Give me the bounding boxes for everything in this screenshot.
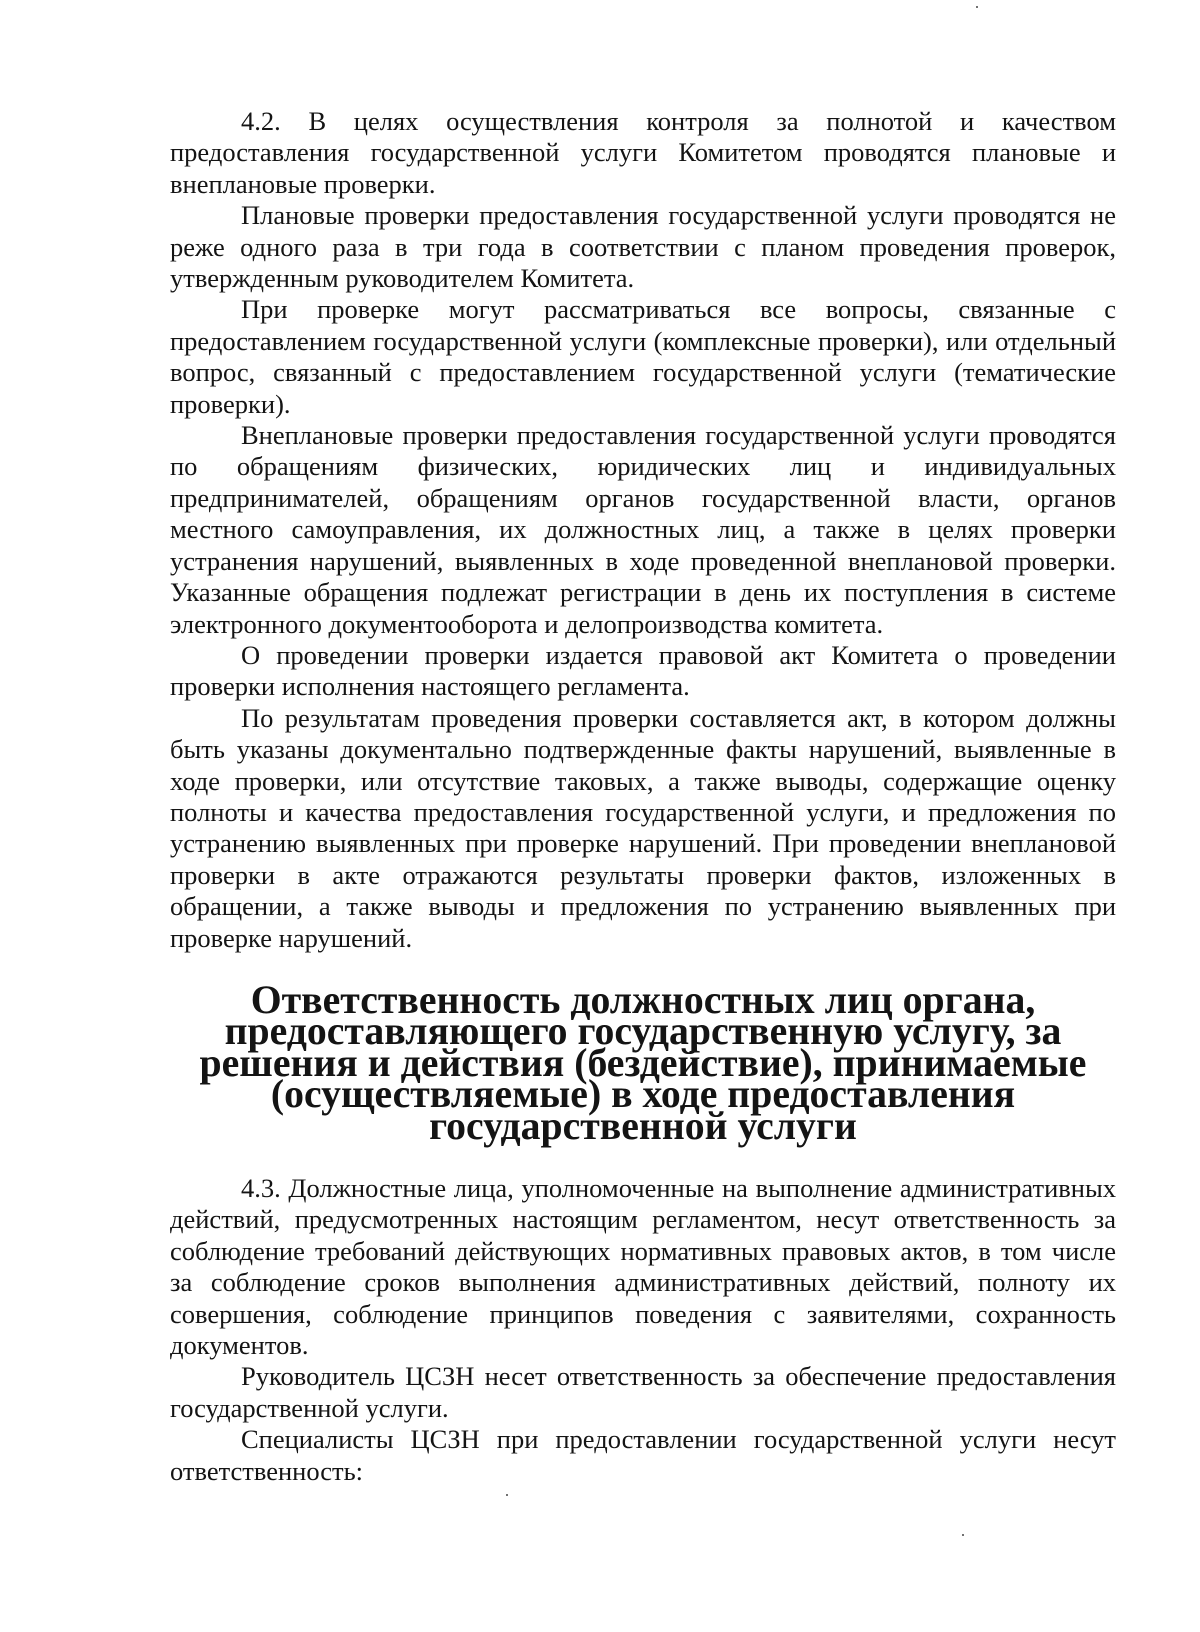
paragraph: Руководитель ЦСЗН несет ответственность за обеспечение предоставления государственной услуги. (170, 1361, 1116, 1423)
scan-speck (976, 6, 978, 8)
document-body (170, 106, 1116, 1487)
paragraph: 4.3. Должностные лица, уполномоченные на выполнение административных действий, предусмотренных настоящим регламентом, несут ответственность за соблюдение требований действующих нормативных правовых актов, в том числе за соблюдение сроков выполнения административных действий, полноту их совершения, соблюдение принципов поведения с заявителями, сохранность документов. (170, 1173, 1116, 1361)
paragraph: По результатам проведения проверки составляется акт, в котором должны быть указаны документально подтвержденные факты нарушений, выявленные в ходе проверки, или отсутствие таковых, а также выводы, содержащие оценку полноты и качества предоставления государственной услуги, и предложения по устранению выявленных при проверке нарушений. При проведении внеплановой проверки в акте отражаются результаты проверки фактов, изложенных в обращении, а также выводы и предложения по устранению выявленных при проверке нарушений. (170, 702, 1116, 953)
scan-speck (506, 1494, 508, 1496)
paragraph: Внеплановые проверки предоставления государственной услуги проводятся по обращениям физических, юридических лиц и индивидуальных предпринимателей, обращениям органов государственной власти, органов местного самоуправления, их должностных лиц, а также в целях проверки устранения нарушений, выявленных в ходе проведенной внеплановой проверки. Указанные обращения подлежат регистрации в день их поступления в системе электронного документооборота и делопроизводства комитета. (170, 420, 1116, 639)
paragraph: О проведении проверки издается правовой акт Комитета о проведении проверки исполнения настоящего регламента. (170, 639, 1116, 702)
paragraph: 4.2. В целях осуществления контроля за полнотой и качеством предоставления государственной услуги Комитетом проводятся плановые и внеплановые проверки. (170, 106, 1116, 199)
section-heading: Ответственность должностных лиц органа, предоставляющего государственную услугу, за решения и действия (бездействие), принимаемые (осуществляемые) в ходе предоставления государственной услуги (199, 977, 1087, 1148)
scan-speck (962, 1534, 964, 1536)
paragraph: При проверке могут рассматриваться все вопросы, связанные с предоставлением государственной услуги (комплексные проверки), или отдельный вопрос, связанный с предоставлением государственной услуги (тематические проверки). (170, 294, 1116, 419)
paragraph: Плановые проверки предоставления государственной услуги проводятся не реже одного раза в три года в соответствии с планом проведения проверок, утвержденным руководителем Комитета. (170, 200, 1116, 294)
paragraph: Специалисты ЦСЗН при предоставлении государственной услуги несут ответственность: (170, 1424, 1116, 1486)
